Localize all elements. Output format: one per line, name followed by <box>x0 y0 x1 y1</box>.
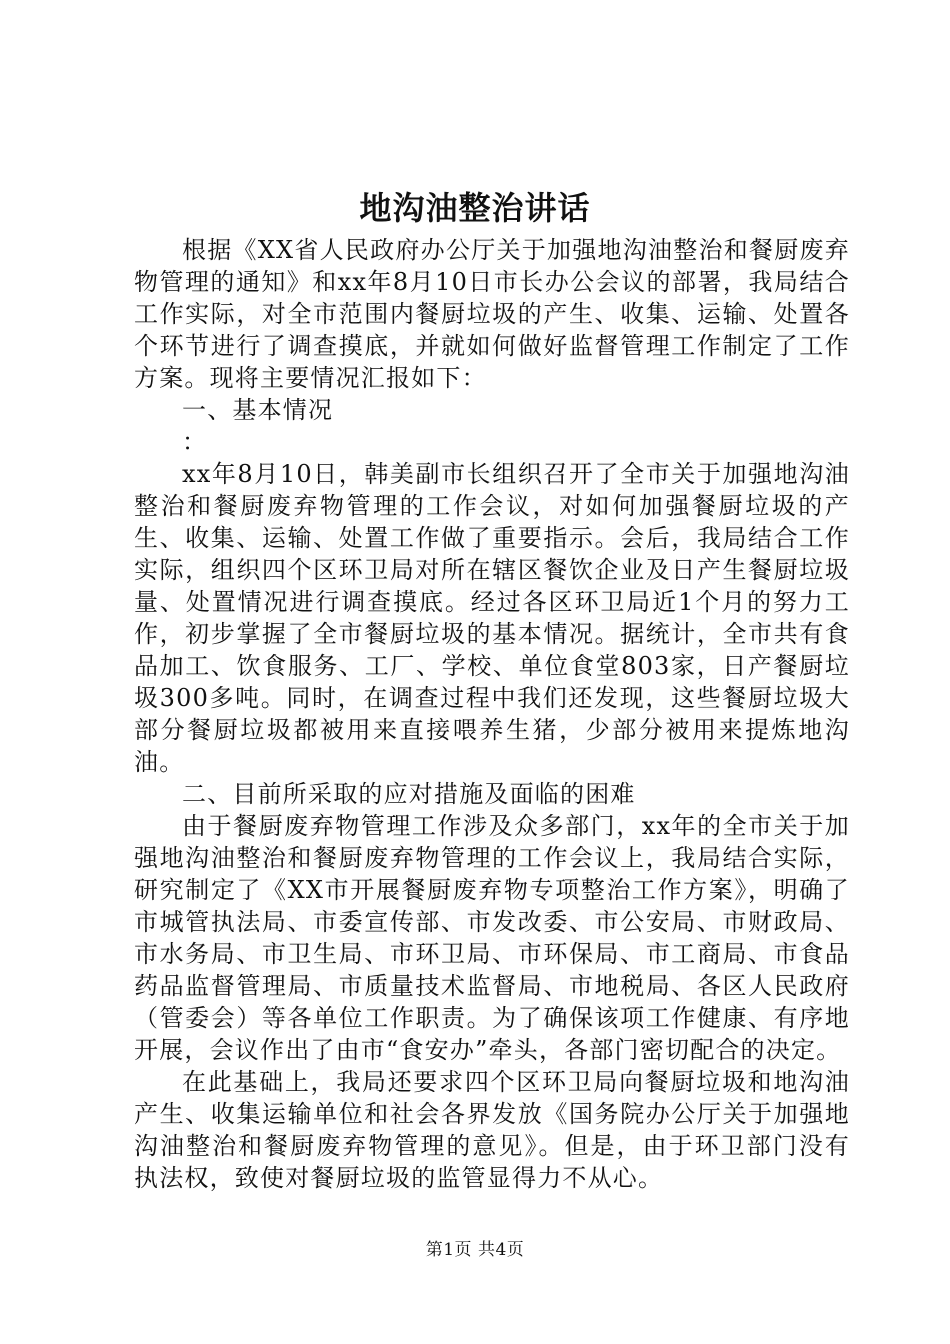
intro-paragraph: 根据《XX省人民政府办公厅关于加强地沟油整治和餐厨废弃物管理的通知》和xx年8月10日市长办公会议的部署，我局结合工作实际，对全市范围内餐厨垃圾的产生、收集、运输、处置各个环节进行了调查摸底，并就如何做好监督管理工作制定了工作方案。现将主要情况汇报如下： <box>134 236 850 392</box>
section-heading-basic-situation: 一、基本情况 <box>182 396 334 424</box>
section-heading-measures: 二、目前所采取的应对措施及面临的困难 <box>182 780 636 808</box>
page-footer: 第1页 共4页 <box>425 1240 525 1260</box>
document-title: 地沟油整治讲话 <box>359 189 591 227</box>
follow-up-paragraph: 在此基础上，我局还要求四个区环卫局向餐厨垃圾和地沟油产生、收集运输单位和社会各界发放《国务院办公厅关于加强地沟油整治和餐厨废弃物管理的意见》。但是，由于环卫部门没有执法权，致使对餐厨垃圾的监管显得力不从心。 <box>134 1068 850 1192</box>
colon-line: ： <box>182 428 208 456</box>
basic-situation-paragraph: xx年8月10日，韩美副市长组织召开了全市关于加强地沟油整治和餐厨废弃物管理的工作会议，对如何加强餐厨垃圾的产生、收集、运输、处置工作做了重要指示。会后，我局结合工作实际，组织四个区环卫局对所在辖区餐饮企业及日产生餐厨垃圾量、处置情况进行调查摸底。经过各区环卫局近1个月的努力工作，初步掌握了全市餐厨垃圾的基本情况。据统计，全市共有食品加工、饮食服务、工厂、学校、单位食堂803家，日产餐厨垃圾300多吨。同时，在调查过程中我们还发现，这些餐厨垃圾大部分餐厨垃圾都被用来直接喂养生猪，少部分被用来提炼地沟油。 <box>134 460 850 776</box>
measures-paragraph: 由于餐厨废弃物管理工作涉及众多部门，xx年的全市关于加强地沟油整治和餐厨废弃物管理的工作会议上，我局结合实际，研究制定了《XX市开展餐厨废弃物专项整治工作方案》，明确了市城管执法局、市委宣传部、市发改委、市公安局、市财政局、市水务局、市卫生局、市环卫局、市环保局、市工商局、市食品药品监督管理局、市质量技术监督局、市地税局、各区人民政府（管委会）等各单位工作职责。为了确保该项工作健康、有序地开展，会议作出了由市“食安办”牵头，各部门密切配合的决定。 <box>134 812 850 1064</box>
document-body <box>134 234 850 1194</box>
